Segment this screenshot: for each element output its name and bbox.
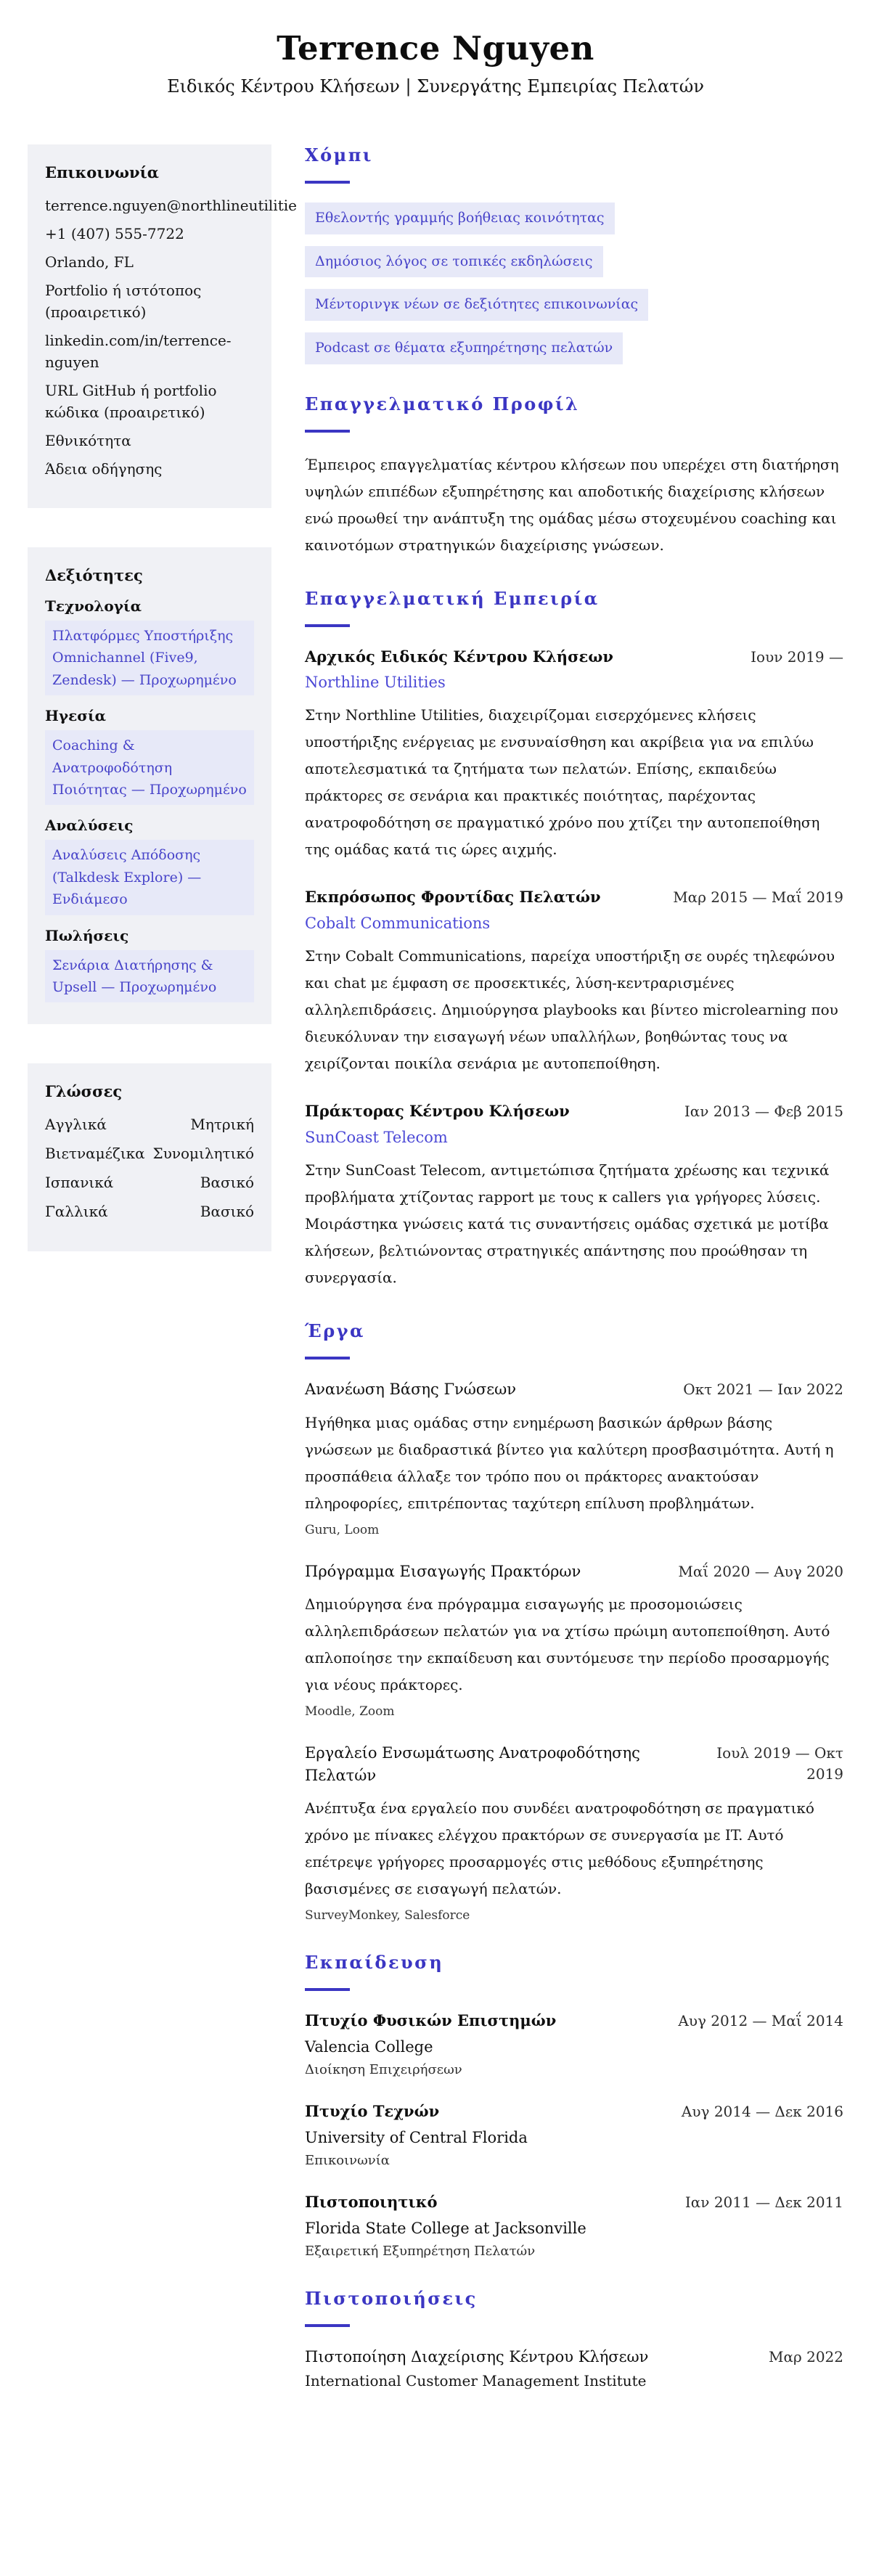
contact-github: URL GitHub ή portfolio κώδικα (προαιρετικό) bbox=[45, 382, 217, 421]
job-date: Ιουν 2019 — bbox=[751, 647, 843, 666]
skill-group-technology bbox=[45, 597, 254, 695]
section-header bbox=[305, 2288, 843, 2327]
field-of-study: Εξαιρετική Εξυπηρέτηση Πελατών bbox=[305, 2243, 536, 2259]
education-entry-head bbox=[305, 2010, 843, 2032]
section-rule bbox=[305, 2324, 350, 2327]
skill-category: Τεχνολογία bbox=[45, 597, 142, 615]
project-description: Δημιούργησα ένα πρόγραμμα εισαγωγής με προσομοιώσεις αλληλεπιδράσεων πελατών για να χτίσω πρώιμη αυτοπεποίθηση. Αυτό απλοποίησε την εκπαίδευση και συντόμευσε την περίοδο προσαρμογής για νέους πράκτορες. bbox=[305, 1595, 830, 1694]
contact-portfolio: Portfolio ή ιστότοπος (προαιρετικό) bbox=[45, 282, 202, 321]
certification-title: Πιστοποίηση Διαχείρισης Κέντρου Κλήσεων bbox=[305, 2347, 649, 2366]
project-entry bbox=[305, 1561, 843, 1719]
contact-phone: +1 (407) 555-7722 bbox=[45, 225, 184, 242]
school-name: Florida State College at Jacksonville bbox=[305, 2220, 586, 2238]
project-date: Οκτ 2021 — Ιαν 2022 bbox=[683, 1381, 843, 1399]
job-description: Στην Northline Utilities, διαχειρίζομαι εισερχόμενες κλήσεις υποστήριξης ενέργειας με ενσυναίσθηση και ακρίβεια για να επιλύω αποτελεσματικά τα ζητήματα των πελατών. Επίσης, εκπαιδεύω πράκτορες σε σενάρια και πρακτικές ποιότητας, παρέχοντας ανατροφοδότηση σε πραγματικό χρόνο που χτίζει την αυτοπεποίθηση της ομάδας κατά τις ώρες αιχμής. bbox=[305, 706, 820, 859]
experience-heading: Επαγγελματική Εμπειρία bbox=[305, 587, 600, 609]
skill-group-leadership bbox=[45, 707, 254, 805]
section-header bbox=[305, 393, 843, 433]
hobby-line bbox=[305, 289, 843, 321]
projects-section bbox=[305, 1320, 843, 1923]
skills-section bbox=[28, 547, 271, 1024]
certification-issuer: International Customer Management Institute bbox=[305, 2372, 647, 2389]
section-rule bbox=[305, 1988, 350, 1991]
project-entry-head bbox=[305, 1378, 843, 1400]
section-header bbox=[305, 144, 843, 184]
skill-chip: Αναλύσεις Απόδοσης (Talkdesk Explore) — Ενδιάμεσο bbox=[45, 840, 254, 915]
job-description: Στην Cobalt Communications, παρείχα υποστήριξη σε ουρές τηλεφώνου και chat με έμφαση σε προσεκτικές, λύση-κεντραρισμένες αλληλεπιδράσεις. Δημιούργησα playbooks και βίντεο microlearning που διευκόλυναν την εισαγωγή νέων υπαλλήλων, βοηθώντας τους να χειρίζονται ποικίλα σενάρια με αυτοπεποίθηση. bbox=[305, 947, 838, 1073]
education-entry-head bbox=[305, 2191, 843, 2213]
language-name: Ισπανικά bbox=[45, 1174, 114, 1192]
language-level: Βασικό bbox=[200, 1203, 254, 1221]
language-row bbox=[45, 1201, 254, 1222]
experience-section bbox=[305, 588, 843, 1292]
hobby-chip: Podcast σε θέματα εξυπηρέτησης πελατών bbox=[305, 332, 623, 364]
language-name: Αγγλικά bbox=[45, 1116, 107, 1134]
skill-category: Αναλύσεις bbox=[45, 817, 134, 835]
company-name[interactable]: Cobalt Communications bbox=[305, 914, 491, 932]
section-header bbox=[305, 588, 843, 627]
project-title: Εργαλείο Ενσωμάτωσης Ανατροφοδότησης Πελατών bbox=[305, 1744, 640, 1784]
sidebar bbox=[28, 144, 297, 1291]
contact-heading: Επικοινωνία bbox=[45, 163, 159, 181]
main-column bbox=[305, 144, 843, 2418]
skill-category: Πωλήσεις bbox=[45, 926, 129, 944]
project-entry-head bbox=[305, 1561, 843, 1582]
section-rule bbox=[305, 624, 350, 627]
contact-email[interactable]: terrence.nguyen@northlineutilitie bbox=[45, 197, 297, 214]
hobby-line bbox=[305, 332, 843, 364]
certification-entry-head bbox=[305, 2346, 843, 2368]
job-entry-head bbox=[305, 1100, 843, 1122]
education-heading: Εκπαίδευση bbox=[305, 1951, 444, 1973]
skill-category: Ηγεσία bbox=[45, 707, 107, 725]
education-date: Ιαν 2011 — Δεκ 2011 bbox=[684, 2193, 843, 2211]
hobby-line bbox=[305, 246, 843, 278]
header bbox=[0, 0, 871, 97]
field-of-study: Διοίκηση Επιχειρήσεων bbox=[305, 2061, 462, 2077]
languages-section bbox=[28, 1063, 271, 1251]
project-title: Ανανέωση Βάσης Γνώσεων bbox=[305, 1381, 517, 1399]
education-entry-head bbox=[305, 2101, 843, 2122]
project-tools: SurveyMonkey, Salesforce bbox=[305, 1908, 470, 1923]
project-entry bbox=[305, 1742, 843, 1923]
contact-linkedin[interactable]: linkedin.com/in/terrence-nguyen bbox=[45, 332, 232, 371]
language-level: Μητρική bbox=[190, 1116, 254, 1134]
language-level: Συνομιλητικό bbox=[152, 1145, 254, 1163]
education-entry bbox=[305, 2101, 843, 2168]
certifications-heading: Πιστοποιήσεις bbox=[305, 2287, 478, 2309]
school-name: University of Central Florida bbox=[305, 2129, 528, 2147]
company-name[interactable]: Northline Utilities bbox=[305, 674, 446, 691]
content-columns bbox=[0, 144, 871, 2418]
contact-location: Orlando, FL bbox=[45, 253, 134, 271]
certifications-section bbox=[305, 2288, 843, 2389]
education-entry bbox=[305, 2191, 843, 2259]
projects-heading: Έργα bbox=[305, 1320, 365, 1342]
certification-entry bbox=[305, 2346, 843, 2389]
language-name: Γαλλικά bbox=[45, 1203, 108, 1221]
degree-title: Πιστοποιητικό bbox=[305, 2192, 438, 2211]
contact-section bbox=[28, 144, 297, 508]
field-of-study: Επικοινωνία bbox=[305, 2152, 390, 2168]
project-description: Ανέπτυξα ένα εργαλείο που συνδέει ανατροφοδότηση σε πραγματικό χρόνο με πίνακες ελέγχου πρακτόρων σε συνεργασία με IT. Αυτό επέτρεψε γρήγορες προσαρμογές στις μεθόδους εξυπηρέτησης βασισμένες σε εισαγωγή πελατών. bbox=[305, 1799, 814, 1897]
education-section bbox=[305, 1952, 843, 2259]
section-header bbox=[305, 1320, 843, 1359]
skill-chip: Πλατφόρμες Υποστήριξης Omnichannel (Five9, Zendesk) — Προχωρημένο bbox=[45, 621, 254, 695]
contact-list bbox=[45, 195, 297, 480]
project-tools: Moodle, Zoom bbox=[305, 1704, 395, 1720]
project-date: Μαΐ 2020 — Αυγ 2020 bbox=[678, 1562, 843, 1580]
profile-text: Έμπειρος επαγγελματίας κέντρου κλήσεων που υπερέχει στη διατήρηση υψηλών επιπέδων εξυπηρέτησης και αποδοτικής διαχείρισης κλήσεων ενώ προωθεί την ανάπτυξη της ομάδας μέσω στοχευμένου coaching και καινοτόμων στρατηγικών διαχείρισης γνώσεων. bbox=[305, 455, 839, 554]
degree-title: Πτυχίο Φυσικών Επιστημών bbox=[305, 2011, 557, 2029]
job-title: Αρχικός Ειδικός Κέντρου Κλήσεων bbox=[305, 647, 613, 666]
job-entry bbox=[305, 1100, 843, 1291]
education-entry bbox=[305, 2010, 843, 2077]
languages-heading: Γλώσσες bbox=[45, 1082, 123, 1101]
project-entry-head bbox=[305, 1742, 843, 1786]
hobby-line bbox=[305, 203, 843, 234]
job-description: Στην SunCoast Telecom, αντιμετώπισα ζητήματα χρέωσης και τεχνικά προβλήματα χτίζοντας rapport με τους κ callers για γρήγορες λύσεις. Μοιράστηκα γνώσεις κατά τις συναντήσεις ομάδας σχετικά με μοτίβα κλήσεων, βελτιώνοντας στρατηγικές απάντησης που προώθησαν τη συνεργασία. bbox=[305, 1161, 830, 1287]
job-entry bbox=[305, 646, 843, 864]
language-row bbox=[45, 1113, 254, 1135]
job-date: Μαρ 2015 — Μαΐ 2019 bbox=[673, 888, 843, 907]
profile-heading: Επαγγελματικό Προφίλ bbox=[305, 393, 580, 414]
skills-heading: Δεξιότητες bbox=[45, 566, 143, 584]
job-entry bbox=[305, 886, 843, 1077]
project-date: Ιουλ 2019 — Οκτ 2019 bbox=[716, 1744, 843, 1783]
hobbies-heading: Χόμπι bbox=[305, 144, 373, 165]
person-name: Terrence Nguyen bbox=[277, 29, 594, 68]
degree-title: Πτυχίο Τεχνών bbox=[305, 2101, 440, 2120]
job-entry-head bbox=[305, 646, 843, 668]
project-description: Ηγήθηκα μιας ομάδας στην ενημέρωση βασικών άρθρων βάσης γνώσεων με διαδραστικά βίντεο για καλύτερη προσβασιμότητα. Αυτή η προσπάθεια άλλαξε τον τρόπο που οι πράκτορες ανακτούσαν πληροφορίες, επιτρέποντας ταχύτερη επίλυση προβλημάτων. bbox=[305, 1413, 834, 1512]
contact-nationality: Εθνικότητα bbox=[45, 432, 131, 449]
skill-group-sales bbox=[45, 927, 254, 1003]
hobby-chip: Εθελοντής γραμμής βοήθειας κοινότητας bbox=[305, 203, 615, 234]
job-title: Πράκτορας Κέντρου Κλήσεων bbox=[305, 1102, 570, 1121]
language-row bbox=[45, 1172, 254, 1193]
company-name[interactable]: SunCoast Telecom bbox=[305, 1128, 448, 1146]
school-name: Valencia College bbox=[305, 2038, 433, 2056]
hobby-chip: Δημόσιος λόγος σε τοπικές εκδηλώσεις bbox=[305, 246, 603, 278]
skill-chip: Σενάρια Διατήρησης & Upsell — Προχωρημένο bbox=[45, 950, 254, 1003]
section-rule bbox=[305, 430, 350, 433]
project-title: Πρόγραμμα Εισαγωγής Πρακτόρων bbox=[305, 1562, 581, 1580]
person-tagline: Ειδικός Κέντρου Κλήσεων | Συνεργάτης Εμπειρίας Πελατών bbox=[167, 76, 704, 97]
section-rule bbox=[305, 1357, 350, 1359]
job-title: Εκπρόσωπος Φροντίδας Πελατών bbox=[305, 888, 601, 907]
hobby-chip: Μέντορινγκ νέων σε δεξιότητες επικοινωνίας bbox=[305, 289, 648, 321]
education-date: Αυγ 2014 — Δεκ 2016 bbox=[681, 2102, 843, 2120]
project-tools: Guru, Loom bbox=[305, 1522, 380, 1537]
contact-driving-license: Άδεια οδήγησης bbox=[45, 460, 163, 478]
language-level: Βασικό bbox=[200, 1174, 254, 1192]
profile-section bbox=[305, 393, 843, 559]
job-entry-head bbox=[305, 886, 843, 908]
hobbies-section bbox=[305, 144, 843, 364]
section-header bbox=[305, 1952, 843, 1991]
language-row bbox=[45, 1142, 254, 1164]
language-name: Βιετναμέζικα bbox=[45, 1145, 145, 1163]
project-entry bbox=[305, 1378, 843, 1537]
education-date: Αυγ 2012 — Μαΐ 2014 bbox=[678, 2011, 843, 2029]
section-rule bbox=[305, 181, 350, 184]
certification-date: Μαρ 2022 bbox=[769, 2347, 843, 2366]
skill-group-analytics bbox=[45, 817, 254, 915]
job-date: Ιαν 2013 — Φεβ 2015 bbox=[684, 1103, 843, 1121]
skill-chip: Coaching & Ανατροφοδότηση Ποιότητας — Προχωρημένο bbox=[45, 730, 254, 805]
